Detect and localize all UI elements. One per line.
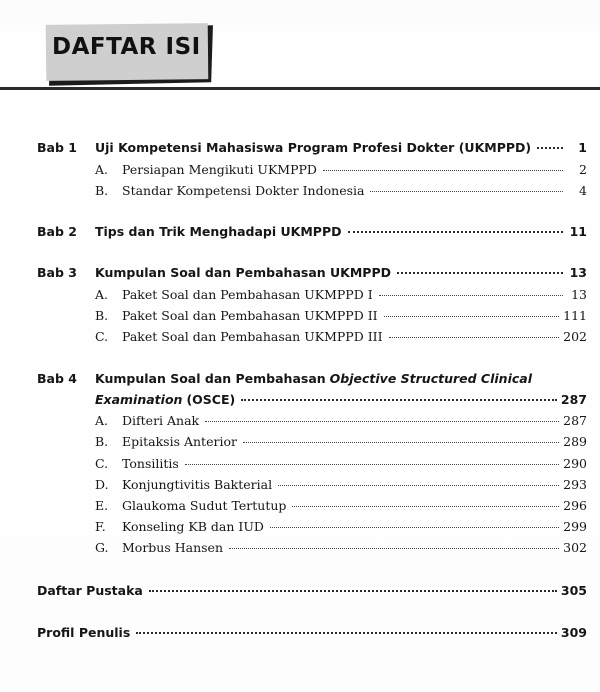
leader-dots bbox=[348, 231, 564, 233]
chapter-title: Tips dan Trik Menghadapi UKMPPD bbox=[95, 224, 342, 239]
toc-item bbox=[95, 434, 587, 449]
toc-item bbox=[95, 519, 587, 534]
item-letter: B. bbox=[95, 308, 109, 323]
toc-item bbox=[95, 498, 587, 513]
leader-dots bbox=[278, 485, 559, 486]
toc-chapter-4-cont bbox=[95, 392, 587, 407]
item-page: 302 bbox=[563, 540, 587, 555]
item-title: Konseling KB dan IUD bbox=[122, 519, 264, 534]
leader-dots bbox=[241, 399, 557, 401]
chapter-title-line2: (OSCE) bbox=[186, 392, 236, 407]
item-letter: G. bbox=[95, 540, 109, 555]
item-page: 4 bbox=[579, 183, 587, 198]
leader-dots bbox=[136, 632, 557, 634]
item-letter: A. bbox=[95, 413, 109, 428]
toc-chapter-1 bbox=[37, 140, 587, 155]
toc-item bbox=[95, 162, 587, 177]
toc-item bbox=[95, 287, 587, 302]
leader-dots bbox=[205, 421, 559, 422]
toc-item bbox=[95, 183, 587, 198]
back-matter-page: 309 bbox=[560, 625, 587, 640]
item-letter: C. bbox=[95, 456, 109, 471]
leader-dots bbox=[292, 506, 559, 507]
toc-chapter-3 bbox=[37, 265, 587, 280]
leader-dots bbox=[370, 191, 563, 192]
chapter-title: Kumpulan Soal dan Pembahasan UKMPPD bbox=[95, 265, 391, 280]
leader-dots bbox=[537, 147, 563, 149]
back-matter-title: Profil Penulis bbox=[37, 625, 131, 640]
item-title: Glaukoma Sudut Tertutup bbox=[122, 498, 287, 513]
item-title: Tonsilitis bbox=[122, 456, 179, 471]
toc-daftar-pustaka bbox=[37, 583, 587, 598]
item-page: 299 bbox=[563, 519, 587, 534]
header bbox=[0, 0, 600, 110]
item-letter: A. bbox=[95, 162, 109, 177]
item-letter: C. bbox=[95, 329, 109, 344]
item-title: Paket Soal dan Pembahasan UKMPPD I bbox=[122, 287, 373, 302]
leader-dots bbox=[270, 527, 559, 528]
toc-item bbox=[95, 477, 587, 492]
back-matter-page: 305 bbox=[560, 583, 587, 598]
chapter-page: 13 bbox=[569, 265, 587, 280]
chapter-number: Bab 4 bbox=[37, 371, 77, 386]
chapter-page: 287 bbox=[560, 392, 587, 407]
leader-dots bbox=[389, 337, 560, 338]
chapter-number: Bab 3 bbox=[37, 265, 77, 280]
chapter-title-line1: Kumpulan Soal dan Pembahasan bbox=[95, 371, 326, 386]
page-title: DAFTAR ISI bbox=[52, 34, 201, 60]
item-letter: B. bbox=[95, 434, 109, 449]
toc-chapter-4 bbox=[37, 371, 587, 386]
leader-dots bbox=[384, 316, 560, 317]
item-title: Morbus Hansen bbox=[122, 540, 224, 555]
item-title: Konjungtivitis Bakterial bbox=[122, 477, 273, 492]
chapter-number: Bab 1 bbox=[37, 140, 77, 155]
item-page: 202 bbox=[563, 329, 587, 344]
leader-dots bbox=[379, 295, 563, 296]
chapter-page: 1 bbox=[578, 140, 587, 155]
item-page: 290 bbox=[563, 456, 587, 471]
item-letter: E. bbox=[95, 498, 109, 513]
toc-item bbox=[95, 329, 587, 344]
chapter-page: 11 bbox=[569, 224, 587, 239]
leader-dots bbox=[397, 272, 563, 274]
toc-item bbox=[95, 540, 587, 555]
leader-dots bbox=[149, 590, 557, 592]
back-matter-title: Daftar Pustaka bbox=[37, 583, 143, 598]
leader-dots bbox=[323, 170, 563, 171]
item-page: 296 bbox=[563, 498, 587, 513]
toc-item bbox=[95, 413, 587, 428]
header-rule bbox=[0, 87, 600, 90]
item-title: Epitaksis Anterior bbox=[122, 434, 237, 449]
toc-item bbox=[95, 456, 587, 471]
item-title: Persiapan Mengikuti UKMPPD bbox=[122, 162, 317, 177]
item-letter: A. bbox=[95, 287, 109, 302]
item-letter: F. bbox=[95, 519, 106, 534]
item-page: 2 bbox=[579, 162, 587, 177]
item-page: 111 bbox=[563, 308, 587, 323]
item-title: Standar Kompetensi Dokter Indonesia bbox=[122, 183, 365, 198]
toc-item bbox=[95, 308, 587, 323]
leader-dots bbox=[243, 442, 559, 443]
item-page: 293 bbox=[563, 477, 587, 492]
toc-profil-penulis bbox=[37, 625, 587, 640]
item-page: 287 bbox=[563, 413, 587, 428]
item-page: 289 bbox=[563, 434, 587, 449]
leader-dots bbox=[185, 464, 559, 465]
item-title: Difteri Anak bbox=[122, 413, 200, 428]
chapter-number: Bab 2 bbox=[37, 224, 77, 239]
leader-dots bbox=[229, 548, 559, 549]
chapter-title-line2-italic: Examination bbox=[95, 392, 183, 407]
item-page: 13 bbox=[571, 287, 587, 302]
chapter-title: Uji Kompetensi Mahasiswa Program Profesi Dokter (UKMPPD) bbox=[95, 140, 532, 155]
toc-chapter-2 bbox=[37, 224, 587, 239]
item-letter: D. bbox=[95, 477, 109, 492]
item-letter: B. bbox=[95, 183, 109, 198]
item-title: Paket Soal dan Pembahasan UKMPPD III bbox=[122, 329, 383, 344]
item-title: Paket Soal dan Pembahasan UKMPPD II bbox=[122, 308, 378, 323]
chapter-title-line1-italic: Objective Structured Clinical bbox=[329, 371, 532, 386]
